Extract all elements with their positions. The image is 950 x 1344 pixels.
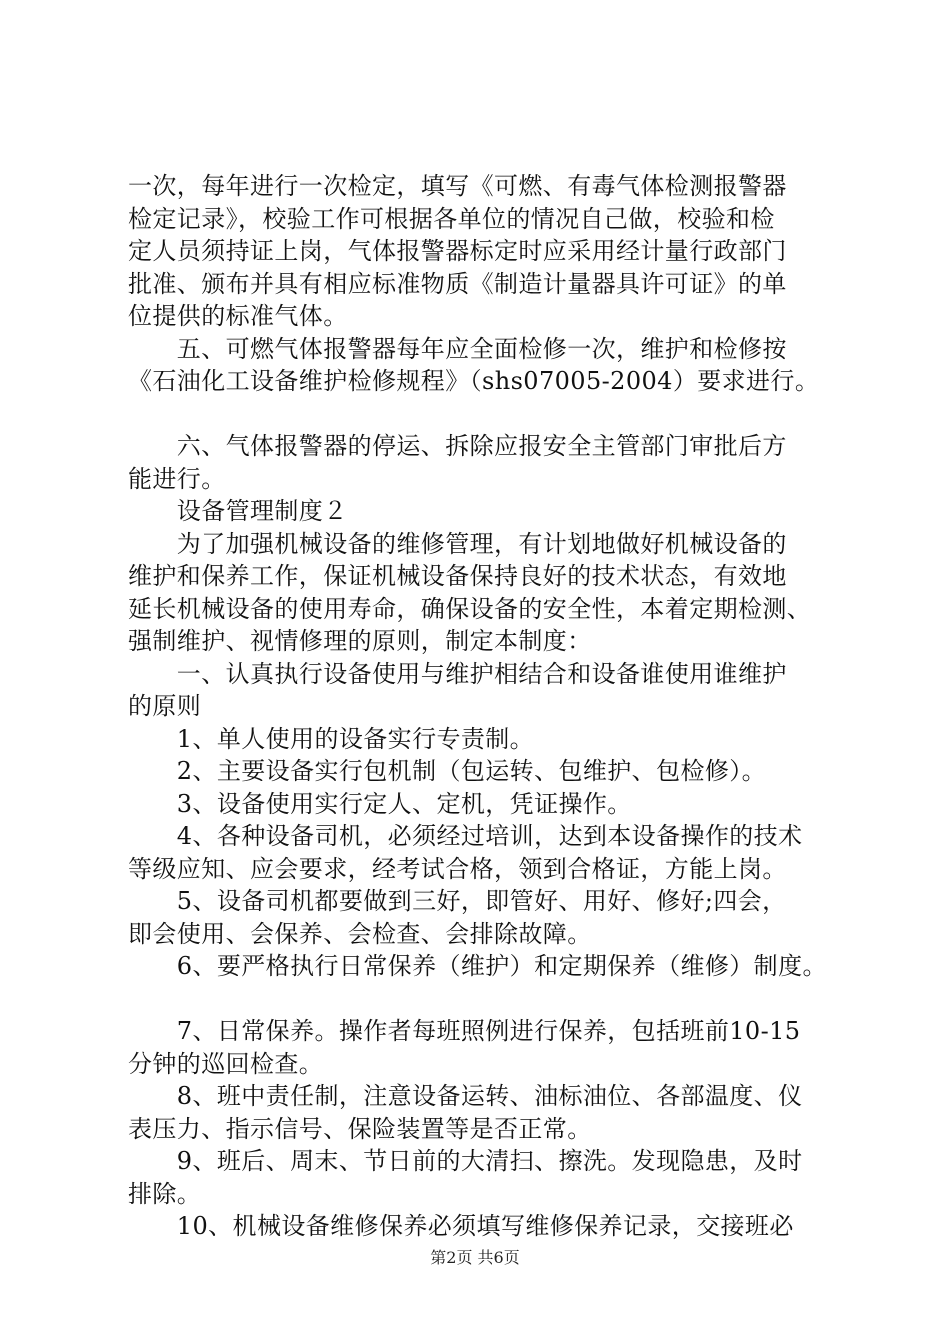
text-line: 排除。 bbox=[128, 1179, 202, 1208]
text-line: 五、可燃气体报警器每年应全面检修一次，维护和检修按 bbox=[128, 334, 787, 363]
list-item: 2、主要设备实行包机制（包运转、包维护、包检修）。 bbox=[128, 757, 767, 785]
text-line: 能进行。 bbox=[128, 464, 226, 493]
text-line: 强制维护、视情修理的原则，制定本制度： bbox=[128, 627, 592, 655]
text-line: 定人员须持证上岗，气体报警器标定时应采用经计量行政部门 bbox=[128, 237, 787, 265]
list-item: 3、设备使用实行定人、定机，凭证操作。 bbox=[128, 789, 632, 818]
text-line: 批准、颁布并具有相应标准物质《制造计量器具许可证》的单 bbox=[128, 269, 787, 298]
list-item: 1、单人使用的设备实行专责制。 bbox=[128, 724, 535, 753]
text-line: 一、认真执行设备使用与维护相结合和设备谁使用谁维护 bbox=[128, 659, 787, 688]
list-item: 8、班中责任制，注意设备运转、油标油位、各部温度、仪 bbox=[128, 1082, 803, 1110]
text-line: 一次，每年进行一次检定，填写《可燃、有毒气体检测报警器 bbox=[128, 172, 787, 200]
text-line: 六、气体报警器的停运、拆除应报安全主管部门审批后方 bbox=[128, 432, 787, 460]
list-item: 6、要严格执行日常保养（维护）和定期保养（维修）制度。 bbox=[128, 952, 827, 980]
blank-line bbox=[128, 398, 852, 431]
list-item: 9、班后、周末、节日前的大清扫、擦洗。发现隐患，及时 bbox=[128, 1147, 803, 1175]
text-line: 检定记录》，校验工作可根据各单位的情况自己做，校验和检 bbox=[128, 204, 775, 233]
text-line: 为了加强机械设备的维修管理，有计划地做好机械设备的 bbox=[128, 529, 787, 558]
list-item: 4、各种设备司机，必须经过培训，达到本设备操作的技术 bbox=[128, 822, 803, 850]
list-item: 10、机械设备维修保养必须填写维修保养记录，交接班必 bbox=[128, 1212, 794, 1240]
list-item: 5、设备司机都要做到三好，即管好、用好、修好;四会， bbox=[128, 887, 787, 915]
section-heading: 设备管理制度２ bbox=[128, 497, 348, 525]
text-line: 延长机械设备的使用寿命，确保设备的安全性，本着定期检测、 bbox=[128, 594, 812, 623]
text-line: 即会使用、会保养、会检查、会排除故障。 bbox=[128, 919, 592, 948]
text-line: 表压力、指示信号、保险装置等是否正常。 bbox=[128, 1114, 592, 1143]
page-number-footer: 第2页 共6页 bbox=[430, 1248, 520, 1267]
text-line: 分钟的巡回检查。 bbox=[128, 1049, 324, 1078]
text-line: 《石油化工设备维护检修规程》（shs07005-2004）要求进行。 bbox=[128, 367, 820, 395]
text-line: 位提供的标准气体。 bbox=[128, 302, 348, 330]
document-body bbox=[128, 170, 852, 1243]
blank-line bbox=[128, 983, 852, 1016]
text-line: 的原则 bbox=[128, 692, 202, 720]
list-item: 7、日常保养。操作者每班照例进行保养，包括班前10-15 bbox=[128, 1017, 801, 1045]
text-line: 等级应知、应会要求，经考试合格，领到合格证，方能上岗。 bbox=[128, 854, 787, 883]
text-line: 维护和保养工作，保证机械设备保持良好的技术状态，有效地 bbox=[128, 562, 787, 590]
